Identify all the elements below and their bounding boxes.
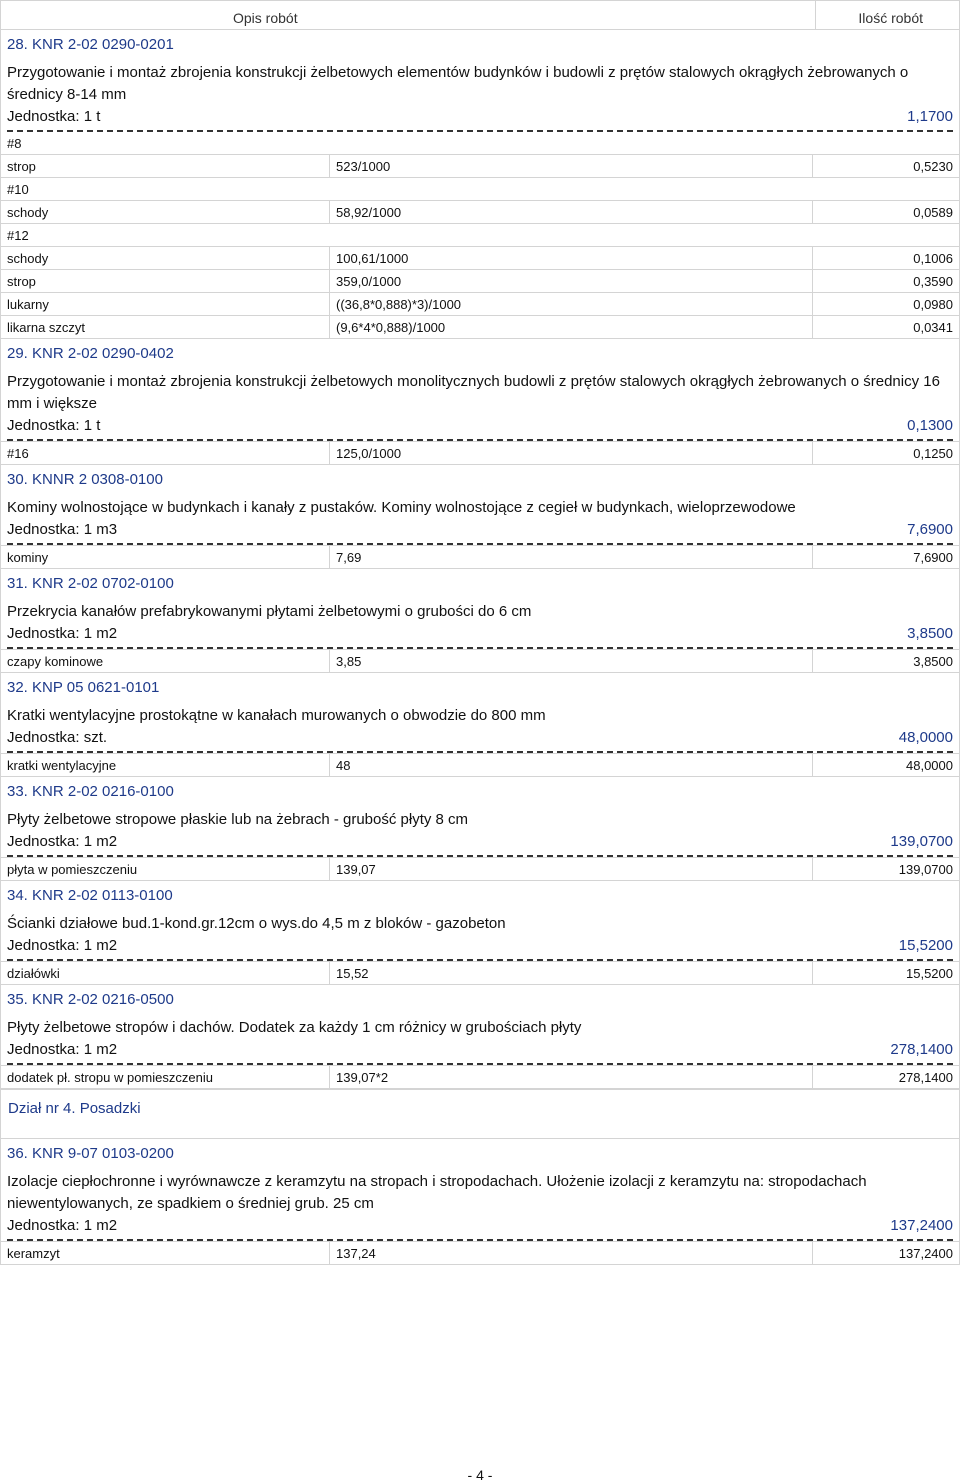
position-description: Płyty żelbetowe stropów i dachów. Dodatek za każdy 1 cm różnicy w grubościach płyty bbox=[7, 1019, 582, 1036]
measurement-table bbox=[0, 545, 960, 569]
positions-list-2 bbox=[0, 1139, 960, 1265]
position-block bbox=[0, 465, 960, 545]
row-name: #10 bbox=[1, 178, 330, 201]
unit-label: Jednostka: 1 t bbox=[7, 108, 101, 125]
row-formula: 3,85 bbox=[330, 650, 813, 673]
unit-value: 7,6900 bbox=[907, 521, 953, 538]
position-block bbox=[0, 569, 960, 649]
position-block bbox=[0, 1139, 960, 1241]
unit-value: 48,0000 bbox=[898, 729, 953, 746]
table-row bbox=[1, 293, 960, 316]
row-name: płyta w pomieszczeniu bbox=[1, 858, 330, 881]
row-formula: 139,07*2 bbox=[330, 1066, 813, 1089]
row-value: 0,0589 bbox=[813, 201, 960, 224]
row-formula: 58,92/1000 bbox=[330, 201, 813, 224]
position-description: Płyty żelbetowe stropowe płaskie lub na żebrach - grubość płyty 8 cm bbox=[7, 811, 469, 828]
header-description: Opis robót bbox=[233, 10, 298, 26]
position-unit-row bbox=[7, 108, 953, 130]
row-value bbox=[813, 224, 960, 247]
row-value bbox=[813, 178, 960, 201]
position-description: Przekrycia kanałów prefabrykowanymi płytami żelbetowymi o grubości do 6 cm bbox=[7, 603, 532, 620]
row-formula: (9,6*4*0,888)/1000 bbox=[330, 316, 813, 339]
table-row bbox=[1, 650, 960, 673]
row-name: kominy bbox=[1, 546, 330, 569]
table-row bbox=[1, 247, 960, 270]
position-code: 29. KNR 2-02 0290-0402 bbox=[7, 345, 174, 362]
table-row bbox=[1, 155, 960, 178]
row-value: 0,5230 bbox=[813, 155, 960, 178]
position-code: 32. KNP 05 0621-0101 bbox=[7, 679, 160, 696]
row-formula: 137,24 bbox=[330, 1242, 813, 1265]
row-name: dodatek pł. stropu w pomieszczeniu bbox=[1, 1066, 330, 1089]
page-number: - 4 - bbox=[467, 1467, 493, 1483]
row-name: kratki wentylacyjne bbox=[1, 754, 330, 777]
row-value: 139,0700 bbox=[813, 858, 960, 881]
row-name: schody bbox=[1, 201, 330, 224]
position-block bbox=[0, 673, 960, 753]
row-value: 7,6900 bbox=[813, 546, 960, 569]
row-value: 0,0341 bbox=[813, 316, 960, 339]
position-block bbox=[0, 985, 960, 1065]
position-code: 31. KNR 2-02 0702-0100 bbox=[7, 575, 174, 592]
row-formula: 359,0/1000 bbox=[330, 270, 813, 293]
row-formula: 15,52 bbox=[330, 962, 813, 985]
position-code: 28. KNR 2-02 0290-0201 bbox=[7, 36, 174, 53]
table-row bbox=[1, 1066, 960, 1089]
table-row bbox=[1, 316, 960, 339]
row-value: 278,1400 bbox=[813, 1066, 960, 1089]
header-quantity: Ilość robót bbox=[858, 10, 923, 26]
unit-label: Jednostka: 1 m2 bbox=[7, 1041, 118, 1058]
table-row bbox=[1, 754, 960, 777]
unit-label: Jednostka: 1 m2 bbox=[7, 833, 118, 850]
table-row bbox=[1, 178, 960, 201]
row-formula bbox=[330, 178, 813, 201]
row-value: 137,2400 bbox=[813, 1242, 960, 1265]
unit-label: Jednostka: szt. bbox=[7, 729, 108, 746]
position-description: Kominy wolnostojące w budynkach i kanały z pustaków. Kominy wolnostojące z cegieł w budynkach, wieloprzewodowe bbox=[7, 499, 796, 516]
position-description: Przygotowanie i montaż zbrojenia konstrukcji żelbetowych elementów budynków i budowli z prętów stalowych okrągłych żebrowanych o średnicy 8-14 mm bbox=[7, 64, 909, 103]
position-code: 34. KNR 2-02 0113-0100 bbox=[7, 887, 173, 904]
measurement-table bbox=[0, 857, 960, 881]
position-unit-row bbox=[7, 1041, 953, 1063]
unit-label: Jednostka: 1 m2 bbox=[7, 625, 118, 642]
unit-value: 3,8500 bbox=[907, 625, 953, 642]
row-formula: 48 bbox=[330, 754, 813, 777]
unit-label: Jednostka: 1 m2 bbox=[7, 937, 118, 954]
position-description: Przygotowanie i montaż zbrojenia konstrukcji żelbetowych monolitycznych budowli z prętów stalowych okrągłych żebrowanych o średnicy 16 mm i większe bbox=[7, 373, 940, 412]
unit-value: 15,5200 bbox=[898, 937, 953, 954]
position-unit-row bbox=[7, 521, 953, 543]
row-name: strop bbox=[1, 155, 330, 178]
row-formula: 139,07 bbox=[330, 858, 813, 881]
position-unit-row bbox=[7, 417, 953, 439]
row-name: likarna szczyt bbox=[1, 316, 330, 339]
position-code: 30. KNNR 2 0308-0100 bbox=[7, 471, 163, 488]
position-description: Izolacje ciepłochronne i wyrównawcze z keramzytu na stropach i stropodachach. Ułożenie izolacji z keramzytu na: stropodachach niewentylowanych, ze spadkiem o średniej grub. 25 cm bbox=[7, 1173, 867, 1212]
row-formula bbox=[330, 132, 813, 155]
position-code: 33. KNR 2-02 0216-0100 bbox=[7, 783, 174, 800]
table-header bbox=[0, 0, 960, 30]
row-value: 0,0980 bbox=[813, 293, 960, 316]
row-name: keramzyt bbox=[1, 1242, 330, 1265]
table-row bbox=[1, 1242, 960, 1265]
row-value: 0,1250 bbox=[813, 442, 960, 465]
positions-list bbox=[0, 30, 960, 1089]
position-block bbox=[0, 881, 960, 961]
row-formula: 523/1000 bbox=[330, 155, 813, 178]
measurement-table bbox=[0, 961, 960, 985]
row-name: lukarny bbox=[1, 293, 330, 316]
measurement-table bbox=[0, 753, 960, 777]
position-unit-row bbox=[7, 937, 953, 959]
row-value: 0,3590 bbox=[813, 270, 960, 293]
row-formula: 7,69 bbox=[330, 546, 813, 569]
position-unit-row bbox=[7, 625, 953, 647]
unit-label: Jednostka: 1 t bbox=[7, 417, 101, 434]
row-name: strop bbox=[1, 270, 330, 293]
position-unit-row bbox=[7, 729, 953, 751]
row-formula: ((36,8*0,888)*3)/1000 bbox=[330, 293, 813, 316]
position-code: 36. KNR 9-07 0103-0200 bbox=[7, 1145, 174, 1162]
table-row bbox=[1, 442, 960, 465]
position-description: Kratki wentylacyjne prostokątne w kanałach murowanych o obwodzie do 800 mm bbox=[7, 707, 546, 724]
table-row bbox=[1, 132, 960, 155]
table-row bbox=[1, 201, 960, 224]
position-code: 35. KNR 2-02 0216-0500 bbox=[7, 991, 174, 1008]
position-block bbox=[0, 339, 960, 441]
row-value: 48,0000 bbox=[813, 754, 960, 777]
header-divider bbox=[815, 1, 816, 29]
measurement-table bbox=[0, 441, 960, 465]
unit-value: 0,1300 bbox=[907, 417, 953, 434]
row-name: czapy kominowe bbox=[1, 650, 330, 673]
row-name: działówki bbox=[1, 962, 330, 985]
table-row bbox=[1, 224, 960, 247]
table-row bbox=[1, 546, 960, 569]
row-value: 15,5200 bbox=[813, 962, 960, 985]
row-name: #16 bbox=[1, 442, 330, 465]
row-value: 3,8500 bbox=[813, 650, 960, 673]
row-formula: 100,61/1000 bbox=[330, 247, 813, 270]
unit-value: 278,1400 bbox=[890, 1041, 953, 1058]
row-name: #12 bbox=[1, 224, 330, 247]
position-block bbox=[0, 30, 960, 132]
row-value: 0,1006 bbox=[813, 247, 960, 270]
table-row bbox=[1, 858, 960, 881]
measurement-table bbox=[0, 1065, 960, 1089]
row-formula bbox=[330, 224, 813, 247]
table-row bbox=[1, 270, 960, 293]
row-formula: 125,0/1000 bbox=[330, 442, 813, 465]
measurement-table bbox=[0, 649, 960, 673]
section-heading: Dział nr 4. Posadzki bbox=[0, 1089, 960, 1139]
measurement-table bbox=[0, 132, 960, 339]
unit-value: 139,0700 bbox=[890, 833, 953, 850]
table-row bbox=[1, 962, 960, 985]
row-name: #8 bbox=[1, 132, 330, 155]
row-value bbox=[813, 132, 960, 155]
unit-label: Jednostka: 1 m2 bbox=[7, 1217, 118, 1234]
row-name: schody bbox=[1, 247, 330, 270]
unit-label: Jednostka: 1 m3 bbox=[7, 521, 118, 538]
unit-value: 1,1700 bbox=[907, 108, 953, 125]
position-block bbox=[0, 777, 960, 857]
unit-value: 137,2400 bbox=[890, 1217, 953, 1234]
position-unit-row bbox=[7, 1217, 953, 1239]
measurement-table bbox=[0, 1241, 960, 1265]
position-description: Ścianki działowe bud.1-kond.gr.12cm o wys.do 4,5 m z bloków - gazobeton bbox=[7, 915, 506, 932]
position-unit-row bbox=[7, 833, 953, 855]
